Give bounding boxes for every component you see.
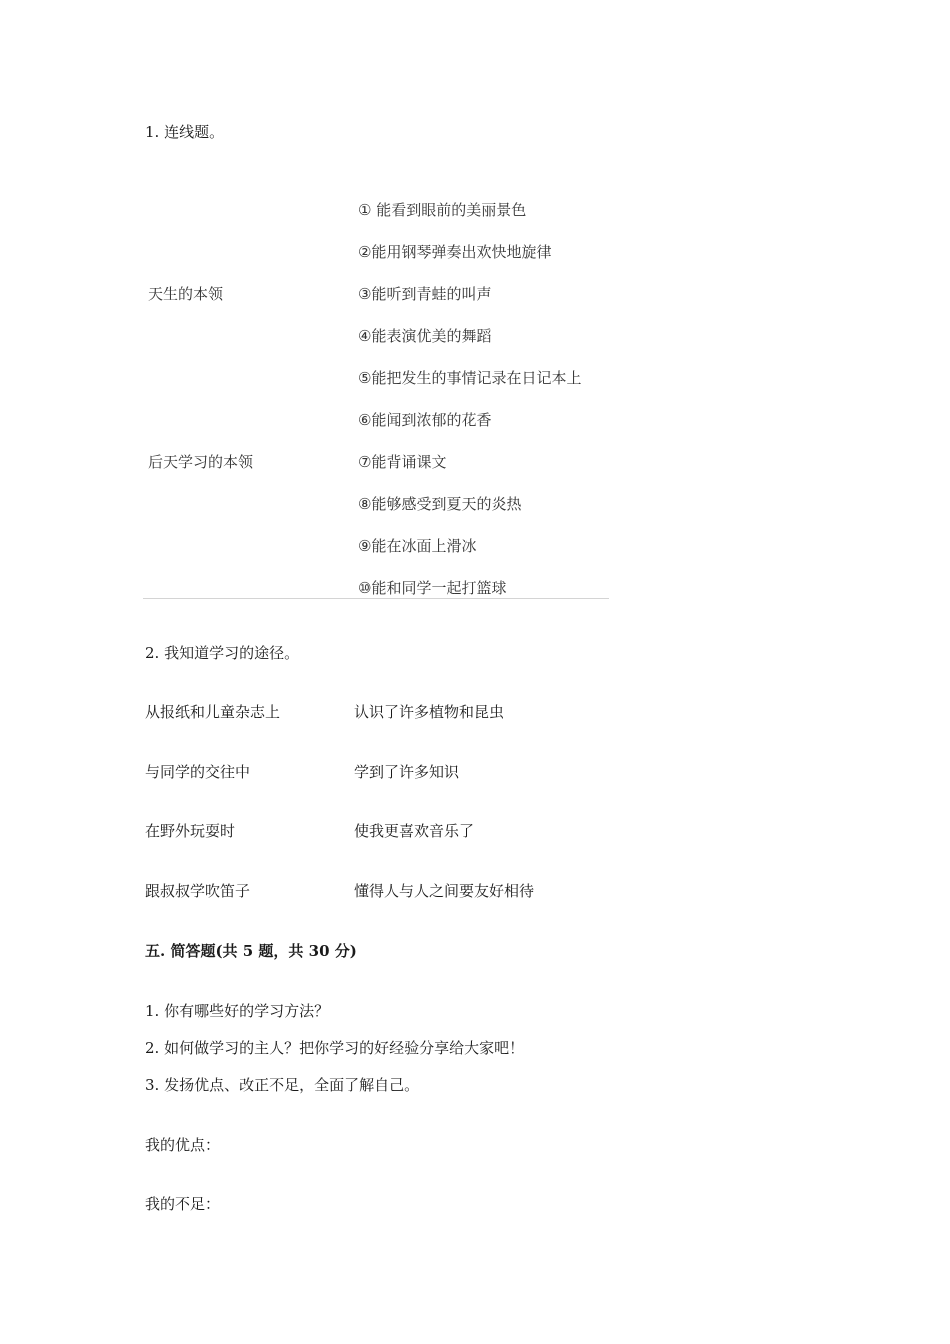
s5-question-1: 1. 你有哪些好的学习方法？ — [145, 1002, 330, 1020]
q2-left-1: 从报纸和儿童杂志上 — [145, 703, 281, 721]
q2-left-4: 跟叔叔学吹笛子 — [145, 882, 251, 900]
right-item-8: ⑧能够感受到夏天的炎热 — [358, 495, 522, 513]
right-item-4: ④能表演优美的舞蹈 — [358, 327, 492, 345]
right-item-9: ⑨能在冰面上滑冰 — [358, 537, 477, 555]
q2-right-4: 懂得人与人之间要友好相待 — [354, 882, 535, 900]
right-item-6: ⑥能闻到浓郁的花香 — [358, 411, 492, 429]
q2-right-2: 学到了许多知识 — [354, 763, 460, 781]
question-1-title: 1. 连线题。 — [145, 123, 225, 141]
s5-question-3: 3. 发扬优点、改正不足，全面了解自己。 — [145, 1076, 420, 1094]
s5-question-2: 2. 如何做学习的主人？把你学习的好经验分享给大家吧！ — [145, 1039, 525, 1057]
question-2-title: 2. 我知道学习的途径。 — [145, 644, 300, 662]
section-5-heading: 五. 简答题(共 5 题，共 30 分) — [145, 942, 357, 960]
right-item-5: ⑤能把发生的事情记录在日记本上 — [358, 369, 582, 387]
q2-right-3: 使我更喜欢音乐了 — [354, 822, 475, 840]
weaknesses-label: 我的不足： — [145, 1195, 221, 1213]
figure-bottom-divider — [143, 598, 609, 599]
right-item-2: ②能用钢琴弹奏出欢快地旋律 — [358, 243, 552, 261]
strengths-label: 我的优点： — [145, 1136, 221, 1154]
right-item-10: ⑩能和同学一起打篮球 — [358, 579, 507, 597]
left-item-innate: 天生的本领 — [148, 285, 224, 303]
right-item-7: ⑦能背诵课文 — [358, 453, 447, 471]
left-item-learned: 后天学习的本领 — [148, 453, 254, 471]
q2-right-1: 认识了许多植物和昆虫 — [354, 703, 505, 721]
right-item-1: ① 能看到眼前的美丽景色 — [358, 201, 527, 219]
q2-left-3: 在野外玩耍时 — [145, 822, 236, 840]
right-item-3: ③能听到青蛙的叫声 — [358, 285, 492, 303]
q2-left-2: 与同学的交往中 — [145, 763, 251, 781]
